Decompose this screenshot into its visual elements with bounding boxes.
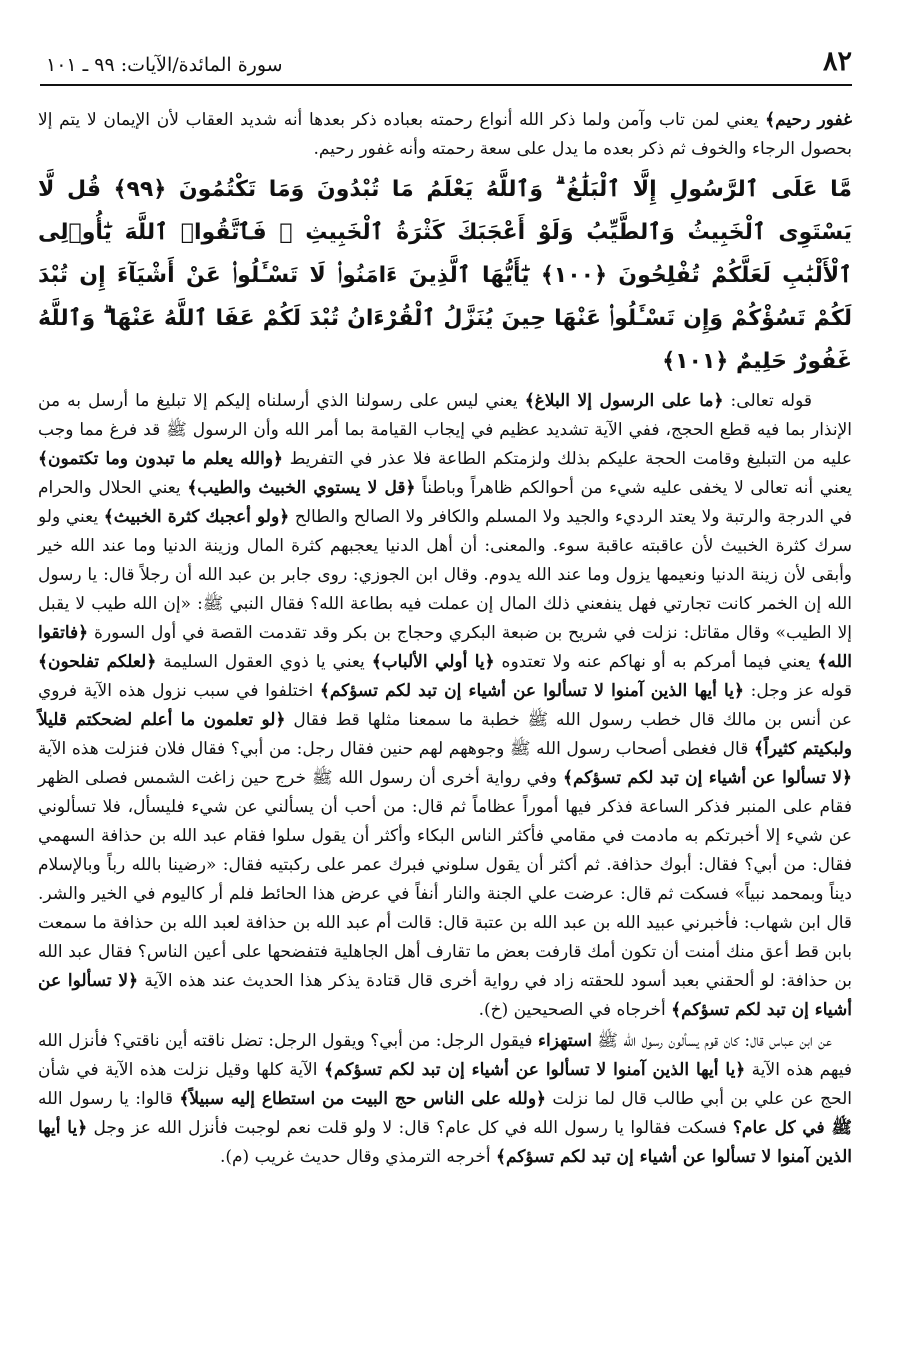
emphasis: ﷺ في كل عام؟	[732, 1118, 853, 1138]
tafsir-paragraph	[38, 387, 852, 1025]
quran-quote: ﴿لعلكم تفلحون﴾	[38, 652, 157, 672]
text-run: يعني الحلال والحرام في الدرجة والرتبة ولا يعتد الرديء والجيد ولا المسلم والكافر ولا الصالح والطالح	[38, 478, 852, 527]
text-run: وفي رواية أخرى أن رسول الله ﷺ خرج حين زاغت الشمس فصلى الظهر فقام على المنبر فذكر الساعة فذكر فيها أموراً عظاماً ثم قال: من أحب أن يسألني عن شيء فليسأل، فلا تسألوني عن شيء إلا أخبرتكم به مادمت في مقامي فأكثر الناس البكاء وأكثر أن يقول سلوا فقام عبد الله بن حذافة السهمي فقال: من أبي؟ فقال: أبوك حذافة. ثم أكثر أن يقول سلوني فبرك عمر على ركبتيه فقال: «رضينا بالله رباً وبالإسلام ديناً وبمحمد نبياً» فسكت ثم قال: عرضت علي الجنة والنار أنفاً في عرض هذا الحائط فلم أر كاليوم في الخير والشر. قال ابن شهاب: فأخبرني عبيد الله بن عبد الله بن عتبة قال: قالت أم عبد الله بن حذافة لعبد الله بن حذافة ما سمعت بابن قط أعق منك أمنت أن تكون أمك قارفت بعض ما تقارف أهل الجاهلية فتفضحها على أعين الناس؟ فقال عبد الله بن حذافة: لو ألحقني بعبد أسود للحقته زاد في رواية أخرى قال قتادة يذكر هذا الحديث عند هذه الآية	[38, 768, 852, 991]
text-run: قال فغطى أصحاب رسول الله ﷺ وجوههم لهم حنين فقال رجل: من أبي؟ فقال فلان فنزلت هذه الآية	[38, 739, 754, 759]
quran-quote: ﴿ما على الرسول إلا البلاغ﴾	[524, 391, 724, 411]
quran-quote: ﴿لا تسألوا عن أشياء إن تبد لكم تسؤكم﴾	[563, 768, 852, 788]
quran-quote: ﴿قل لا يستوي الخبيث والطيب﴾	[187, 478, 416, 498]
text-run: فسكت فقالوا يا رسول الله في كل عام؟ قال: لا ولو قلت نعم لوجبت فأنزل الله عز وجل	[87, 1118, 733, 1138]
quran-quote: ﴿يا أولي الألباب﴾	[371, 652, 495, 672]
text-run: يعني لمن تاب وآمن ولما ذكر الله أنواع رحمته بعباده ذكر بعدها أنه شديد العقاب لأن الإيمان لا يتم إلا بحصول الرجاء والخوف ثم ذكر بعده ما يدل على سعة رحمته وأنه غفور رحيم.	[38, 110, 852, 159]
quran-quote: ﴿ولله على الناس حج البيت من استطاع إليه سبيلاً﴾	[179, 1089, 547, 1109]
text-run: قوله عز وجل:	[743, 681, 852, 701]
text-run: أخرجه الترمذي وقال حديث غريب (م).	[220, 1147, 497, 1167]
page-header	[40, 44, 852, 86]
hadith-paragraph	[38, 1027, 852, 1172]
text-run: يعني فيما أمركم به أو نهاكم عنه ولا تعتدوه	[494, 652, 818, 672]
text-run: يعني ولو سرك كثرة الخبيث لأن عاقبته عاقبة سوء. والمعنى: أن أهل الدنيا يعجبهم كثرة المال وزينة الدنيا وما عند الله خير وأبقى لأن زينة الدنيا ونعيمها يزول وما عند الله يدوم. وقال ابن الجوزي: روى جابر بن عبد الله أن رجلاً قال: يا رسول الله إن الخمر كانت تجارتي فهل ينفعني ذلك المال إن عملت فيه بطاعة الله؟ فقال النبي ﷺ: «إن الله طيب لا يقبل إلا الطيب» وقال مقاتل: نزلت في شريح بن ضبعة البكري وحجاج بن بكر وقد تقدمت القصة في أول السورة	[38, 507, 852, 643]
text-run: أخرجاه في الصحيحين (خ).	[478, 1000, 672, 1020]
quran-quote: غفور رحيم﴾	[765, 110, 852, 130]
intro-paragraph	[38, 106, 852, 164]
text-run: يعني يا ذوي العقول السليمة	[156, 652, 372, 672]
running-title: سورة المائدة/الآيات: ٩٩ ـ ١٠١	[46, 54, 283, 76]
quran-quote: ﴿والله يعلم ما تبدون وما تكتمون﴾	[38, 449, 283, 469]
text-run: الآية كلها وقيل نزلت هذه الآية في شأن الحج عن علي بن أبي طالب قال لما نزلت	[38, 1060, 852, 1109]
quran-quote: ﴿ولو أعجبك كثرة الخبيث﴾	[103, 507, 290, 527]
page-content	[38, 106, 852, 1172]
text-run: قوله تعالى:	[723, 391, 812, 411]
quran-verses: مَّا عَلَى ٱلرَّسُولِ إِلَّا ٱلْبَلَٰغُ ۗ وَٱللَّهُ يَعْلَمُ مَا تُبْدُونَ وَمَا تَكْتُمُونَ ﴿٩٩﴾ قُل لَّا يَسْتَوِى ٱلْخَبِيثُ وَٱلطَّيِّبُ وَلَوْ أَعْجَبَكَ كَثْرَةُ ٱلْخَبِيثِ ۚ فَٱتَّقُوا۟ ٱللَّهَ يَٰٓأُو۟لِى ٱلْأَلْبَٰبِ لَعَلَّكُمْ تُفْلِحُونَ ﴿١٠٠﴾ يَٰٓأَيُّهَا ٱلَّذِينَ ءَامَنُوا۟ لَا تَسْـَٔلُوا۟ عَنْ أَشْيَآءَ إِن تُبْدَ لَكُمْ تَسُؤْكُمْ وَإِن تَسْـَٔلُوا۟ عَنْهَا حِينَ يُنَزَّلُ ٱلْقُرْءَانُ تُبْدَ لَكُمْ عَفَا ٱللَّهُ عَنْهَا ۗ وَٱللَّهُ غَفُورٌ حَلِيمٌ ﴿١٠١﴾	[38, 177, 852, 374]
quran-quote: ﴿يا أيها الذين آمنوا لا تسألوا عن أشياء إن تبد لكم تسؤكم﴾	[38, 1118, 852, 1167]
page-number: ٨٢	[822, 46, 852, 77]
text-run: عن ابن عباس قال: كان قوم يسألون رسول الله ﷺ	[592, 1031, 832, 1051]
quran-quote: ﴿لا تسألوا عن أشياء إن تبد لكم تسؤكم﴾	[38, 971, 852, 1020]
text-run: يعني ليس على رسولنا الذي أرسلناه إليكم إلا تبليغ ما أرسل به من الإنذار بما فيه قطع الحجج، ففي الآية تشديد عظيم في إيجاب القيامة بما أمر الله وأن الرسول ﷺ قد فرغ مما وجب عليه من التبليغ وقامت الحجة عليكم بذلك ولزمتكم الطاعة فلا عذر في التفريط	[38, 391, 852, 469]
text-run: اختلفوا في سبب نزول هذه الآية فروي عن أنس بن مالك قال خطب رسول الله ﷺ خطبة ما سمعنا مثلها قط فقال	[38, 681, 852, 730]
emphasis: استهزاء	[537, 1031, 593, 1051]
text-run: يعني أنه تعالى لا يخفى عليه شيء من أحوالكم ظاهراً وباطناً	[415, 478, 853, 498]
quran-quote: ﴿فاتقوا الله﴾	[38, 623, 852, 672]
text-run: فيقول الرجل: من أبي؟ ويقول الرجل: تضل ناقته أين ناقتي؟ فأنزل الله فيهم هذه الآية	[38, 1031, 852, 1080]
quran-quote: ﴿يا أيها الذين آمنوا لا تسألوا عن أشياء إن تبد لكم تسؤكم﴾	[319, 681, 744, 701]
quran-quote: ﴿يا أيها الذين آمنوا لا تسألوا عن أشياء إن تبد لكم تسؤكم﴾	[323, 1060, 746, 1080]
quran-quote: ﴿لو تعلمون ما أعلم لضحكتم قليلاً ولبكيتم كثيراً﴾	[38, 710, 852, 759]
text-run: قالوا: يا رسول الله	[38, 1089, 180, 1109]
